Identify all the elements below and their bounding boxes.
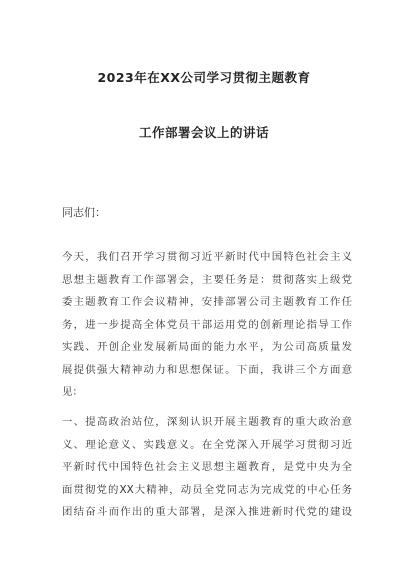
document-title-line-2: 工作部署会议上的讲话 (138, 125, 269, 140)
paragraph-2 (62, 411, 352, 524)
paragraph-line: 义、理论意义、实践意义。在全党深入开展学习贯彻习近 (62, 438, 352, 451)
paragraph-1 (62, 246, 352, 404)
paragraph-line: 平新时代中国特色社会主义思想主题教育，是党中央为全 (62, 461, 352, 473)
paragraph-line: 委主题教育工作会议精神，安排部署公司主题教育工作任 (62, 296, 352, 308)
paragraph-line: 见： (62, 386, 83, 398)
salutation: 同志们： (62, 206, 106, 219)
paragraph-line: 实践、开创企业发展新局面的能力水平，为公司高质量发 (62, 341, 352, 353)
paragraph-line: 面贯彻党的XX大精神，动员全党同志为完成党的中心任务 (62, 483, 352, 496)
paragraph-line: 思想主题教育工作部署会，主要任务是：贯彻落实上级党 (62, 273, 352, 286)
paragraph-line: 展提供强大精神动力和思想保证。下面，我讲三个方面意 (62, 363, 352, 376)
paragraph-line: 一、提高政治站位，深刻认识开展主题教育的重大政治意 (62, 416, 352, 428)
document-title-line-1: 2023年在XX公司学习贯彻主题教育 (97, 70, 311, 85)
paragraph-line: 今天，我们召开学习贯彻习近平新时代中国特色社会主义 (62, 251, 352, 263)
paragraph-line: 团结奋斗而作出的重大部署，是深入推进新时代党的建设 (62, 506, 352, 518)
paragraph-line: 务，进一步提高全体党员干部运用党的创新理论指导工作 (62, 318, 352, 331)
